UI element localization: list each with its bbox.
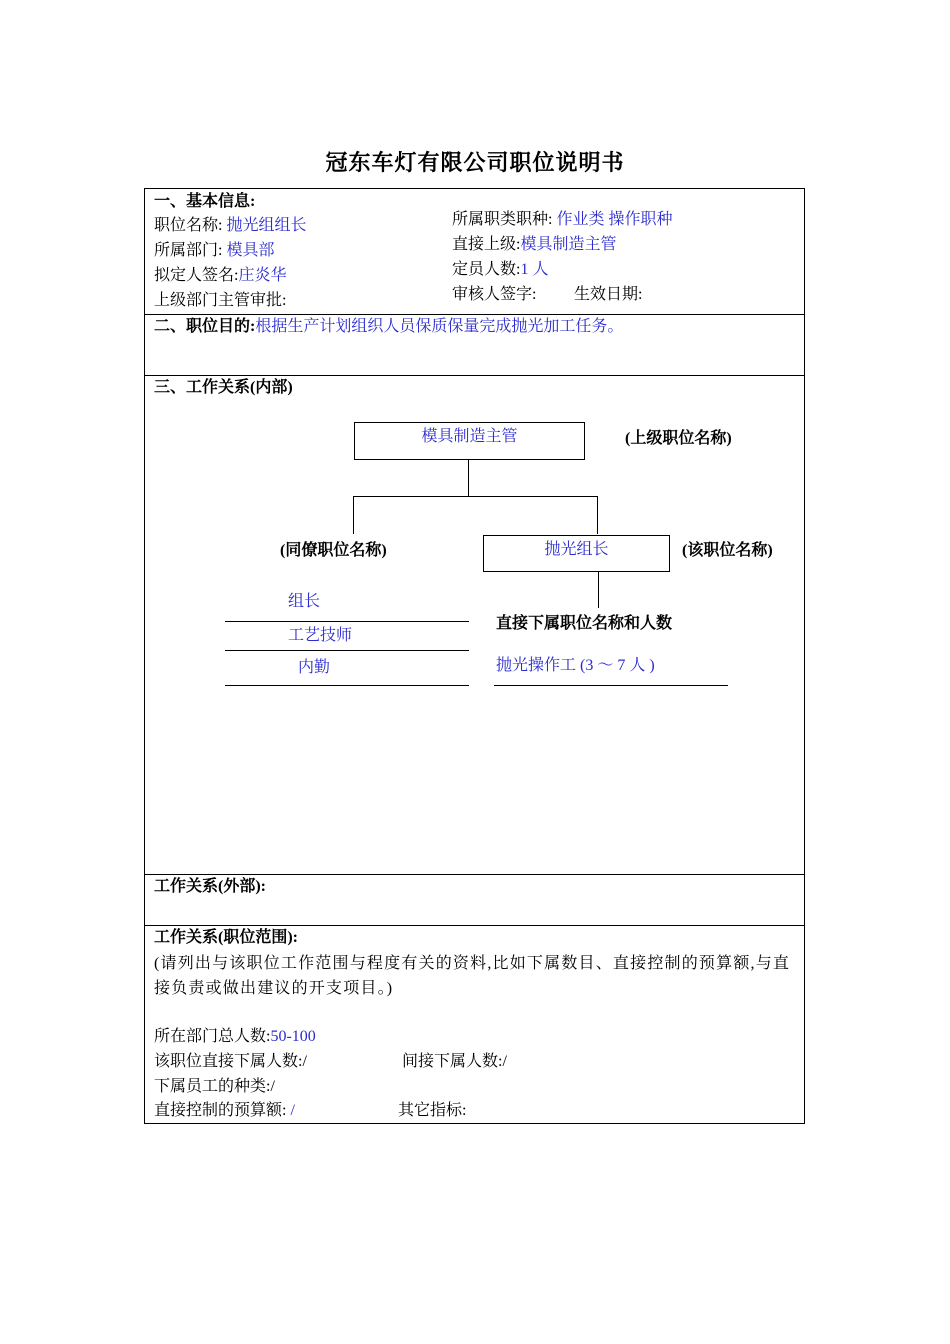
external-relations-heading: 工作关系(外部):	[154, 878, 266, 895]
org-connector-line	[598, 572, 599, 608]
divider	[145, 375, 804, 376]
divider	[145, 925, 804, 926]
purpose-text: 根据生产计划组织人员保质保量完成抛光加工任务。	[255, 318, 624, 335]
dept-total-row	[154, 1026, 316, 1048]
basic-info-heading: 一、基本信息:	[154, 193, 256, 210]
subordinates-value: 抛光操作工 (3 ～ 7 人 )	[496, 657, 655, 674]
department-row	[154, 240, 274, 262]
org-connector-line	[353, 496, 597, 497]
other-indicators-label: 其它指标:	[398, 1102, 467, 1119]
job-description-table	[144, 188, 805, 1124]
position-name-label: 职位名称:	[154, 217, 223, 234]
scope-heading: 工作关系(职位范围):	[154, 929, 298, 946]
direct-superior-label: 直接上级:	[452, 236, 521, 253]
dept-total-value: 50-100	[270, 1028, 316, 1045]
reviewer-label: 审核人签字:	[452, 286, 537, 303]
document-title: 冠东车灯有限公司职位说明书	[325, 150, 625, 175]
position-name-row	[154, 215, 306, 237]
headcount-value: 1 人	[520, 261, 549, 278]
department-value: 模具部	[226, 242, 275, 259]
purpose-row	[154, 316, 623, 338]
drafter-value: 庄炎华	[238, 267, 287, 284]
effective-date-label: 生效日期:	[574, 286, 643, 303]
headcount-label: 定员人数:	[452, 261, 521, 278]
underline	[225, 685, 469, 686]
budget-row	[154, 1100, 295, 1122]
direct-sub-label: 该职位直接下属人数:/	[154, 1053, 307, 1070]
sub-types-label: 下属员工的种类:/	[154, 1078, 275, 1095]
drafter-label: 拟定人签名:	[154, 267, 239, 284]
position-name-value: 抛光组组长	[226, 217, 307, 234]
budget-label: 直接控制的预算额:	[154, 1102, 287, 1119]
peer-item: 组长	[288, 593, 321, 610]
peer-position-note: (同僚职位名称)	[280, 542, 387, 559]
superior-position-box: 模具制造主管	[354, 422, 585, 460]
divider	[145, 874, 804, 875]
underline	[225, 621, 469, 622]
direct-superior-row	[452, 234, 616, 256]
headcount-row	[452, 259, 548, 281]
drafter-row	[154, 265, 286, 287]
underline	[494, 685, 728, 686]
peer-item: 内勤	[298, 659, 331, 676]
department-label: 所属部门:	[154, 242, 223, 259]
indirect-sub-label: 间接下属人数:/	[402, 1053, 507, 1070]
org-connector-line	[597, 496, 598, 534]
current-position-note: (该职位名称)	[682, 542, 773, 559]
org-connector-line	[353, 496, 354, 534]
purpose-heading: 二、职位目的:	[154, 318, 256, 335]
job-category-value: 作业类 操作职种	[556, 211, 673, 228]
internal-relations-heading: 三、工作关系(内部)	[154, 379, 293, 396]
subordinates-heading: 直接下属职位名称和人数	[496, 615, 673, 632]
direct-superior-value: 模具制造主管	[520, 236, 617, 253]
job-category-row	[452, 209, 672, 231]
superior-approval-label: 上级部门主管审批:	[154, 292, 287, 309]
divider	[145, 314, 804, 315]
job-category-label: 所属职类职种:	[452, 211, 553, 228]
peer-item: 工艺技师	[288, 627, 353, 644]
org-connector-line	[468, 460, 469, 496]
superior-position-note: (上级职位名称)	[625, 430, 732, 447]
current-position-box: 抛光组长	[483, 535, 670, 572]
budget-value: /	[286, 1102, 295, 1119]
dept-total-label: 所在部门总人数:	[154, 1028, 271, 1045]
scope-instruction: (请列出与该职位工作范围与程度有关的资料,比如下属数目、直接控制的预算额,与直接负责或做出建议的开支项目。)	[154, 955, 791, 997]
underline	[225, 650, 469, 651]
